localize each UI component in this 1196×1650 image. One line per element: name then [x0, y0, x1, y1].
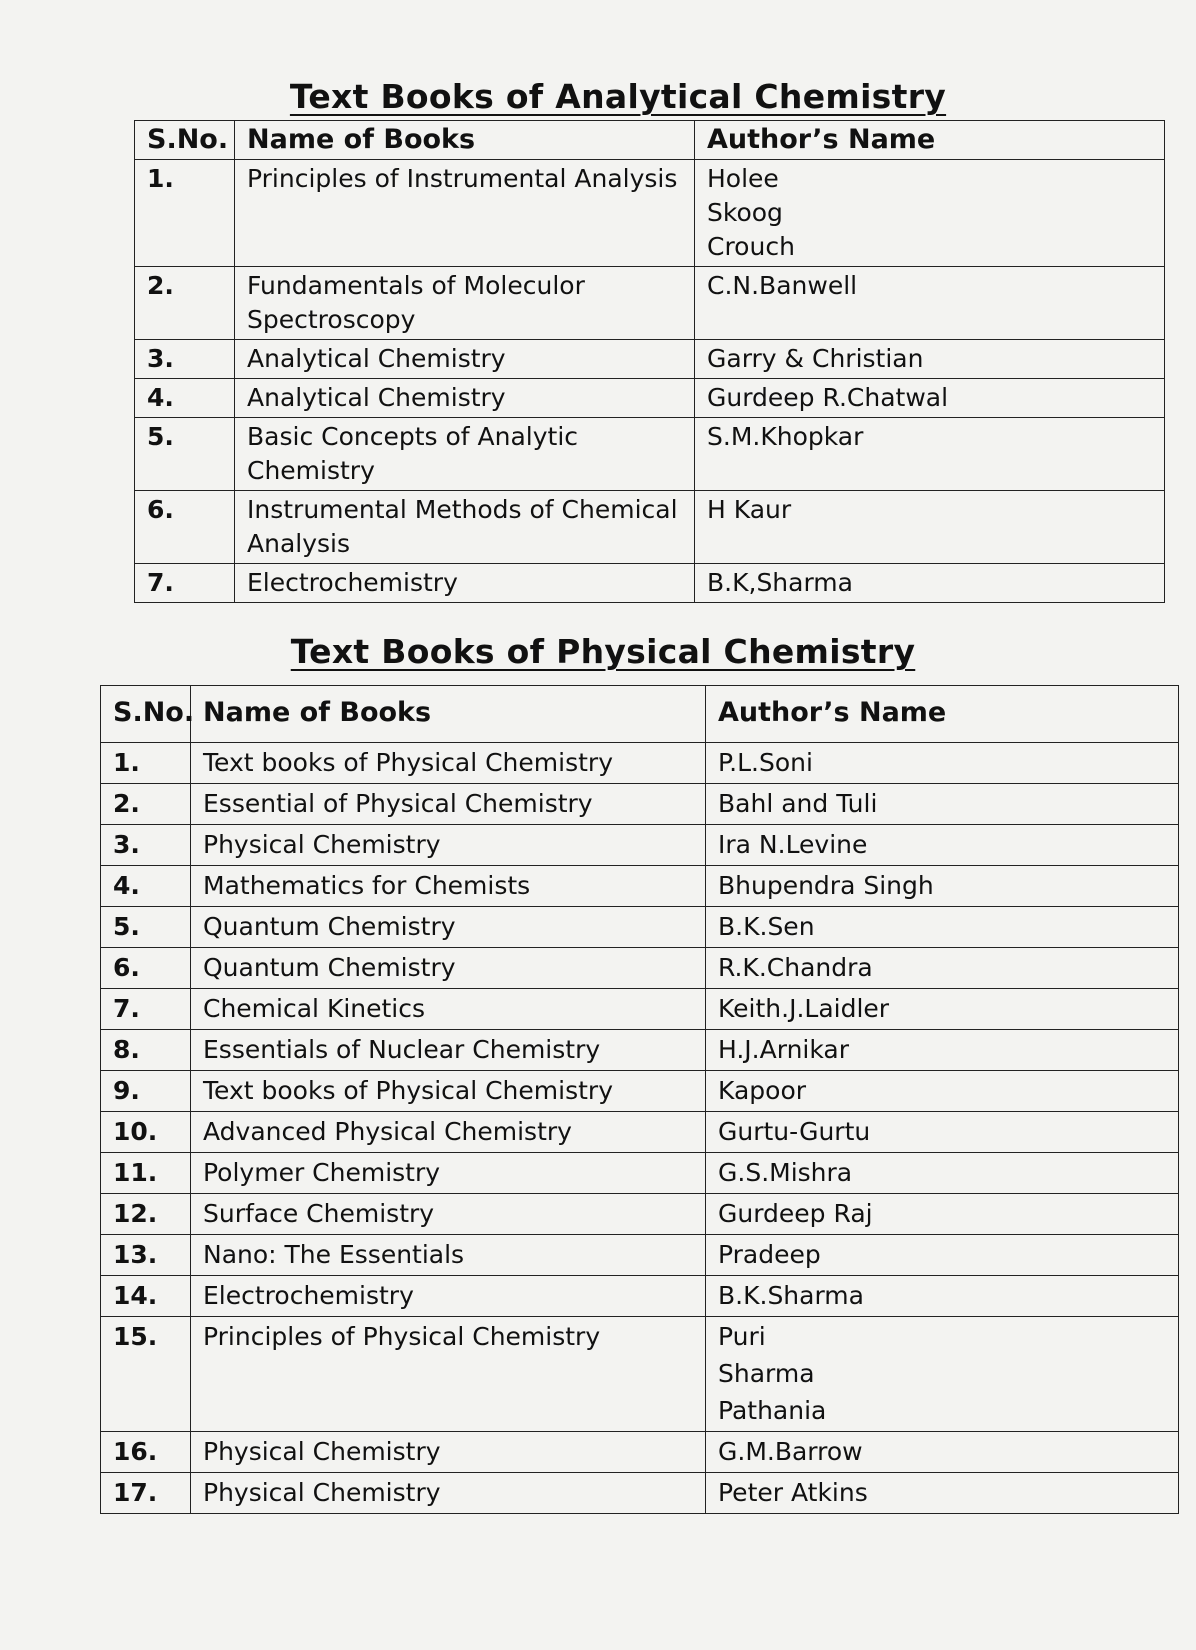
book-name-cell: Basic Concepts of Analytic Chemistry — [235, 418, 695, 491]
author-name: P.L.Soni — [718, 748, 813, 777]
author-name: Bhupendra Singh — [718, 871, 934, 900]
author-name: Gurdeep Raj — [718, 1199, 873, 1228]
serial-number-cell: 13. — [101, 1235, 191, 1276]
column-header-sno: S.No. — [135, 121, 235, 160]
author-name: Skoog — [707, 198, 783, 227]
table-row — [101, 784, 1179, 825]
serial-number-cell: 3. — [101, 825, 191, 866]
author-name-cell — [695, 491, 1165, 564]
author-name: Ira N.Levine — [718, 830, 868, 859]
table-row — [101, 1112, 1179, 1153]
serial-number-cell: 5. — [101, 907, 191, 948]
serial-number-cell: 4. — [135, 379, 235, 418]
serial-number-cell: 7. — [101, 989, 191, 1030]
table-row — [101, 743, 1179, 784]
column-header-sno: S.No. — [101, 686, 191, 743]
book-name-cell: Chemical Kinetics — [191, 989, 706, 1030]
author-name: Crouch — [707, 232, 795, 261]
author-name: B.K.Sen — [718, 912, 815, 941]
serial-number-cell: 6. — [101, 948, 191, 989]
physical-books-table — [100, 685, 1179, 1514]
author-name-cell — [695, 267, 1165, 340]
author-name-cell — [706, 784, 1179, 825]
author-name: C.N.Banwell — [707, 271, 858, 300]
serial-number-cell: 12. — [101, 1194, 191, 1235]
analytical-books-table — [134, 120, 1165, 603]
table-row — [135, 160, 1165, 267]
book-name-cell: Electrochemistry — [235, 564, 695, 603]
author-name: Pathania — [718, 1396, 827, 1425]
book-name-cell: Essentials of Nuclear Chemistry — [191, 1030, 706, 1071]
author-name-cell — [706, 866, 1179, 907]
author-name: B.K,Sharma — [707, 568, 853, 597]
book-name-cell: Nano: The Essentials — [191, 1235, 706, 1276]
book-name-cell: Mathematics for Chemists — [191, 866, 706, 907]
column-header-book: Name of Books — [191, 686, 706, 743]
serial-number-cell: 10. — [101, 1112, 191, 1153]
table-row — [101, 948, 1179, 989]
book-name-cell: Principles of Instrumental Analysis — [235, 160, 695, 267]
column-header-author: Author’s Name — [706, 686, 1179, 743]
physical-section-title: Text Books of Physical Chemistry — [290, 632, 916, 671]
analytical-section-title: Text Books of Analytical Chemistry — [289, 77, 947, 116]
author-name-cell — [695, 418, 1165, 491]
book-name-cell: Essential of Physical Chemistry — [191, 784, 706, 825]
author-name-cell — [706, 1276, 1179, 1317]
author-name-cell — [706, 1153, 1179, 1194]
serial-number-cell: 2. — [135, 267, 235, 340]
author-name-cell — [706, 1473, 1179, 1514]
book-name-cell: Electrochemistry — [191, 1276, 706, 1317]
author-name-cell — [706, 907, 1179, 948]
book-name-cell: Analytical Chemistry — [235, 379, 695, 418]
book-name-cell: Text books of Physical Chemistry — [191, 743, 706, 784]
author-name-cell — [706, 1235, 1179, 1276]
author-name-cell — [706, 1071, 1179, 1112]
serial-number-cell: 2. — [101, 784, 191, 825]
serial-number-cell: 7. — [135, 564, 235, 603]
author-name-cell — [706, 1194, 1179, 1235]
author-name-cell — [706, 948, 1179, 989]
serial-number-cell: 1. — [135, 160, 235, 267]
table-row — [101, 1153, 1179, 1194]
table-row — [101, 1030, 1179, 1071]
author-name: Bahl and Tuli — [718, 789, 878, 818]
book-name-cell: Text books of Physical Chemistry — [191, 1071, 706, 1112]
author-name: Gurdeep R.Chatwal — [707, 383, 949, 412]
serial-number-cell: 11. — [101, 1153, 191, 1194]
serial-number-cell: 1. — [101, 743, 191, 784]
table-row — [135, 564, 1165, 603]
analytical-table-body — [135, 160, 1165, 603]
author-name: R.K.Chandra — [718, 953, 873, 982]
book-name-cell: Quantum Chemistry — [191, 948, 706, 989]
author-name: Holee — [707, 164, 779, 193]
serial-number-cell: 17. — [101, 1473, 191, 1514]
author-name: Gurtu-Gurtu — [718, 1117, 871, 1146]
table-row — [135, 418, 1165, 491]
book-name-cell: Polymer Chemistry — [191, 1153, 706, 1194]
author-name-cell — [695, 160, 1165, 267]
serial-number-cell: 14. — [101, 1276, 191, 1317]
author-name-cell — [695, 564, 1165, 603]
author-name-cell — [695, 340, 1165, 379]
author-name-cell — [706, 825, 1179, 866]
table-row — [101, 1194, 1179, 1235]
author-name: H.J.Arnikar — [718, 1035, 849, 1064]
author-name-cell — [706, 743, 1179, 784]
author-name: Keith.J.Laidler — [718, 994, 890, 1023]
author-name: Pradeep — [718, 1240, 821, 1269]
author-name: Garry & Christian — [707, 344, 924, 373]
author-name-cell — [706, 1317, 1179, 1432]
table-row — [101, 1473, 1179, 1514]
author-name-cell — [706, 1112, 1179, 1153]
table-row — [101, 1235, 1179, 1276]
serial-number-cell: 16. — [101, 1432, 191, 1473]
author-name: Kapoor — [718, 1076, 807, 1105]
table-header-row — [101, 686, 1179, 743]
book-name-cell: Physical Chemistry — [191, 1473, 706, 1514]
column-header-book: Name of Books — [235, 121, 695, 160]
author-name-cell — [706, 1432, 1179, 1473]
table-row — [101, 825, 1179, 866]
table-row — [101, 989, 1179, 1030]
table-row — [135, 267, 1165, 340]
table-row — [135, 491, 1165, 564]
serial-number-cell: 15. — [101, 1317, 191, 1432]
author-name: B.K.Sharma — [718, 1281, 864, 1310]
author-name: G.S.Mishra — [718, 1158, 853, 1187]
book-name-cell: Principles of Physical Chemistry — [191, 1317, 706, 1432]
book-name-cell: Analytical Chemistry — [235, 340, 695, 379]
book-name-cell: Instrumental Methods of Chemical Analysis — [235, 491, 695, 564]
book-name-cell: Physical Chemistry — [191, 825, 706, 866]
book-name-cell: Fundamentals of Moleculor Spectroscopy — [235, 267, 695, 340]
author-name-cell — [695, 379, 1165, 418]
serial-number-cell: 4. — [101, 866, 191, 907]
author-name: G.M.Barrow — [718, 1437, 863, 1466]
author-name: Sharma — [718, 1359, 815, 1388]
table-row — [101, 1071, 1179, 1112]
serial-number-cell: 6. — [135, 491, 235, 564]
book-name-cell: Surface Chemistry — [191, 1194, 706, 1235]
table-row — [101, 1276, 1179, 1317]
table-row — [101, 866, 1179, 907]
author-name: Peter Atkins — [718, 1478, 868, 1507]
book-name-cell: Physical Chemistry — [191, 1432, 706, 1473]
book-name-cell: Advanced Physical Chemistry — [191, 1112, 706, 1153]
table-row — [101, 1317, 1179, 1432]
serial-number-cell: 8. — [101, 1030, 191, 1071]
table-row — [135, 340, 1165, 379]
author-name: H Kaur — [707, 495, 792, 524]
table-row — [101, 1432, 1179, 1473]
table-row — [135, 379, 1165, 418]
author-name-cell — [706, 1030, 1179, 1071]
table-row — [101, 907, 1179, 948]
physical-table-body — [101, 743, 1179, 1514]
table-header-row — [135, 121, 1165, 160]
serial-number-cell: 5. — [135, 418, 235, 491]
serial-number-cell: 9. — [101, 1071, 191, 1112]
author-name: Puri — [718, 1322, 766, 1351]
serial-number-cell: 3. — [135, 340, 235, 379]
book-name-cell: Quantum Chemistry — [191, 907, 706, 948]
author-name-cell — [706, 989, 1179, 1030]
author-name: S.M.Khopkar — [707, 422, 864, 451]
column-header-author: Author’s Name — [695, 121, 1165, 160]
